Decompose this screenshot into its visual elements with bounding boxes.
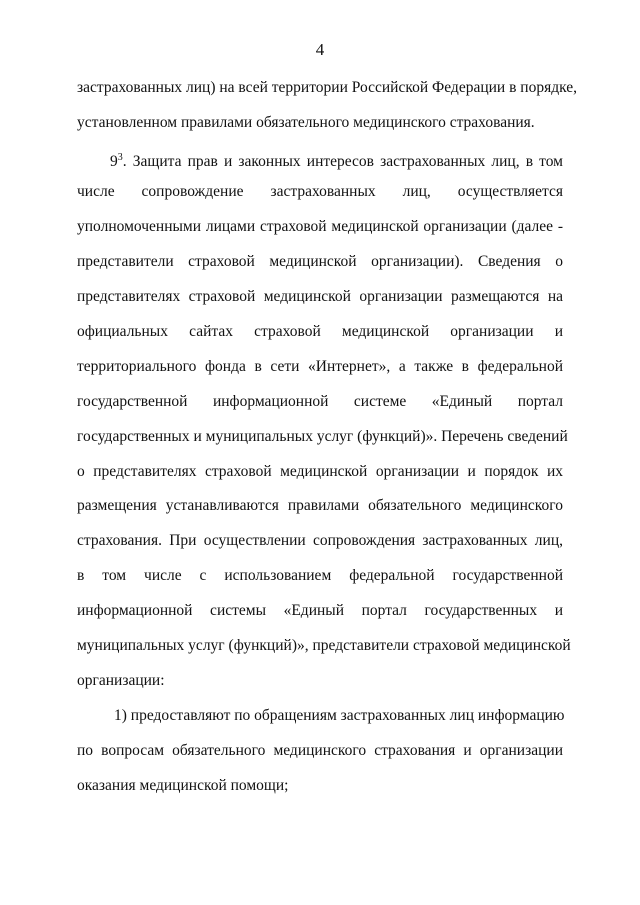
text-line: представителях страховой медицинской организации размещаются на (77, 288, 563, 305)
paragraph-number: 9 (110, 153, 118, 170)
text-line: о представителях страховой медицинской организации и порядок их (77, 463, 563, 480)
text-line: оказания медицинской помощи; (77, 777, 289, 794)
text-line: по вопросам обязательного медицинского страхования и организации (77, 742, 563, 759)
text-line: официальных сайтах страховой медицинской организации и (77, 323, 563, 340)
text-line: представители страховой медицинской организации). Сведения о (77, 253, 563, 270)
text-line: установленном правилами обязательного медицинского страхования. (77, 114, 535, 131)
text-line: застрахованных лиц) на всей территории Российской Федерации в порядке, (77, 79, 577, 96)
text-line: размещения устанавливаются правилами обязательного медицинского (77, 497, 563, 514)
text-line-segment: . Защита прав и законных интересов застрахованных лиц, в том (122, 153, 563, 170)
text-line: в том числе с использованием федеральной государственной (77, 567, 563, 584)
text-line: государственной информационной системе «Единый портал (77, 393, 563, 410)
paragraph-superscript: 3 (117, 152, 123, 163)
text-line: территориального фонда в сети «Интернет», а также в федеральной (77, 358, 563, 375)
text-line: страхования. При осуществлении сопровождения застрахованных лиц, (77, 532, 563, 549)
text-line: муниципальных услуг (функций)», представители страховой медицинской (77, 637, 571, 654)
page-number: 4 (315, 40, 325, 59)
paragraph-heading-line (110, 148, 563, 172)
list-item-line: 1) предоставляют по обращениям застрахованных лиц информацию (114, 707, 565, 724)
text-line: числе сопровождение застрахованных лиц, осуществляется (77, 183, 563, 200)
text-line: информационной системы «Единый портал государственных и (77, 602, 563, 619)
text-line: уполномоченными лицами страховой медицинской организации (далее - (77, 218, 563, 235)
text-line: государственных и муниципальных услуг (функций)». Перечень сведений (77, 428, 568, 445)
text-line: организации: (77, 672, 165, 689)
